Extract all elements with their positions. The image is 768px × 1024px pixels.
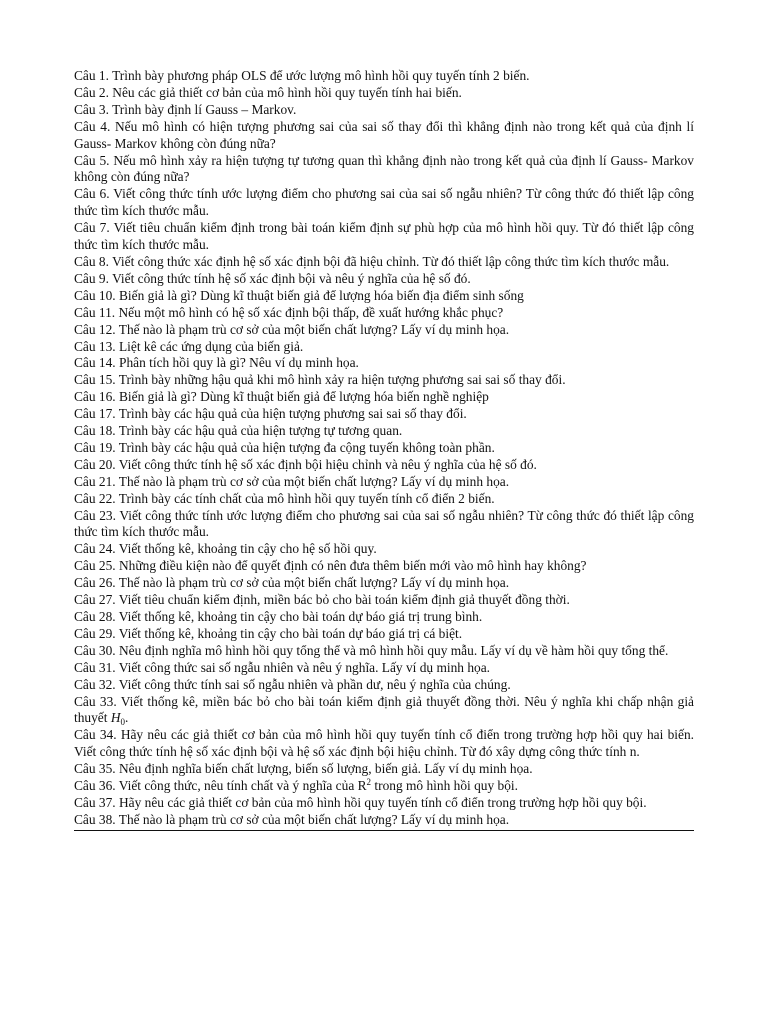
question-26: Câu 26. Thế nào là phạm trù cơ sở của một biến chất lượng? Lấy ví dụ minh họa. <box>74 575 510 591</box>
question-27: Câu 27. Viết tiêu chuẩn kiểm định, miền bác bỏ cho bài toán kiểm định giả thuyết đồng thời. <box>74 592 570 608</box>
question-5: Câu 5. Nếu mô hình xảy ra hiện tượng tự tương quan thì khẳng định nào trong kết quả của định lí Gauss- Markov không còn đúng nữa? <box>74 152 694 185</box>
hypothesis-symbol: H <box>110 710 121 726</box>
question-18: Câu 18. Trình bày các hậu quả của hiện tượng tự tương quan. <box>74 423 403 439</box>
r-squared-exponent: 2 <box>366 777 372 788</box>
question-4: Câu 4. Nếu mô hình có hiện tượng phương sai của sai số thay đổi thì khẳng định nào trong kết quả của định lí Gauss- Markov không còn đúng nữa? <box>74 118 694 151</box>
question-6: Câu 6. Viết công thức tính ước lượng điểm cho phương sai của sai số ngẫu nhiên? Từ công thức đó thiết lập công thức tìm kích thước mẫu. <box>74 186 694 219</box>
question-23: Câu 23. Viết công thức tính ước lượng điểm cho phương sai của sai số ngẫu nhiên? Từ công thức đó thiết lập công thức tìm kích thước mẫu. <box>74 507 694 540</box>
question-10: Câu 10. Biến giả là gì? Dùng kĩ thuật biến giả để lượng hóa biến địa điểm sinh sống <box>74 287 524 303</box>
question-15: Câu 15. Trình bày những hậu quả khi mô hình xảy ra hiện tượng phương sai sai số thay đổi. <box>74 372 566 388</box>
question-38: Câu 38. Thế nào là phạm trù cơ sở của một biến chất lượng? Lấy ví dụ minh họa. <box>74 811 510 827</box>
question-14: Câu 14. Phân tích hồi quy là gì? Nêu ví dụ minh họa. <box>74 355 359 371</box>
question-33-text: Câu 33. Viết thống kê, miền bác bỏ cho bài toán kiểm định giả thuyết đồng thời. Nêu ý nghĩa khi chấp nhận giả thuyết <box>74 693 694 726</box>
question-37: Câu 37. Hãy nêu các giả thiết cơ bản của mô hình hồi quy tuyến tính cổ điển trong trường hợp hồi quy bội. <box>74 794 647 810</box>
question-3: Câu 3. Trình bày định lí Gauss – Markov. <box>74 101 297 117</box>
question-35: Câu 35. Nêu định nghĩa biến chất lượng, biến số lượng, biến giả. Lấy ví dụ minh họa. <box>74 761 533 777</box>
question-20: Câu 20. Viết công thức tính hệ số xác định bội hiệu chỉnh và nêu ý nghĩa của hệ số đó. <box>74 456 537 472</box>
question-1: Câu 1. Trình bày phương pháp OLS để ước lượng mô hình hồi quy tuyến tính 2 biến. <box>74 68 530 83</box>
question-21: Câu 21. Thế nào là phạm trù cơ sở của một biến chất lượng? Lấy ví dụ minh họa. <box>74 473 510 489</box>
question-17: Câu 17. Trình bày các hậu quả của hiện tượng phương sai sai số thay đổi. <box>74 406 467 422</box>
question-12: Câu 12. Thế nào là phạm trù cơ sở của một biến chất lượng? Lấy ví dụ minh họa. <box>74 321 510 337</box>
question-22: Câu 22. Trình bày các tính chất của mô hình hồi quy tuyến tính cổ điển 2 biến. <box>74 490 495 506</box>
question-28: Câu 28. Viết thống kê, khoảng tin cậy cho bài toán dự báo giá trị trung bình. <box>74 609 483 624</box>
question-32: Câu 32. Viết công thức tính sai số ngẫu nhiên và phần dư, nêu ý nghĩa của chúng. <box>74 676 511 692</box>
question-34: Câu 34. Hãy nêu các giả thiết cơ bản của mô hình hồi quy tuyến tính cổ điển trong trường hợp hồi quy hai biến. Viết công thức tính hệ số xác định bội và hệ số xác định bội hiệu chỉnh. Từ đó xây dựng công thức tính n. <box>74 727 694 760</box>
question-9: Câu 9. Viết công thức tính hệ số xác định bội và nêu ý nghĩa của hệ số đó. <box>74 270 471 286</box>
question-25: Câu 25. Những điều kiện nào để quyết định có nên đưa thêm biến mới vào mô hình hay không? <box>74 558 587 574</box>
question-13: Câu 13. Liệt kê các ứng dụng của biến giả. <box>74 338 304 354</box>
question-24: Câu 24. Viết thống kê, khoảng tin cậy cho hệ số hồi quy. <box>74 541 377 557</box>
hypothesis-subscript: 0 <box>120 717 125 728</box>
question-29: Câu 29. Viết thống kê, khoảng tin cậy cho bài toán dự báo giá trị cá biệt. <box>74 625 463 641</box>
question-group <box>74 68 694 694</box>
question-19: Câu 19. Trình bày các hậu quả của hiện tượng đa cộng tuyến không toàn phần. <box>74 439 495 455</box>
question-11: Câu 11. Nếu một mô hình có hệ số xác định bội thấp, đề xuất hướng khắc phục? <box>74 304 504 320</box>
question-33: Câu 33. Viết thống kê, miền bác bỏ cho bài toán kiểm định giả thuyết đồng thời. Nêu ý nghĩa khi chấp nhận giả thuyết $H_0$. <box>74 693 694 728</box>
question-list <box>74 68 694 831</box>
question-2: Câu 2. Nêu các giả thiết cơ bản của mô hình hồi quy tuyến tính hai biến. <box>74 84 462 100</box>
bottom-rule <box>74 830 694 831</box>
question-7: Câu 7. Viết tiêu chuẩn kiểm định trong bài toán kiểm định sự phù hợp của mô hình hồi quy. Từ đó thiết lập công thức tìm kích thước mẫu. <box>74 220 694 253</box>
question-8: Câu 8. Viết công thức xác định hệ số xác định bội đã hiệu chỉnh. Từ đó thiết lập công thức tìm kích thước mẫu. <box>74 253 670 269</box>
question-16: Câu 16. Biến giả là gì? Dùng kĩ thuật biến giả để lượng hóa biến nghề nghiệp <box>74 389 489 405</box>
question-36: Câu 36. Viết công thức, nêu tính chất và ý nghĩa của $R^2$ trong mô hình hồi quy bội. <box>74 777 518 794</box>
question-31: Câu 31. Viết công thức sai số ngẫu nhiên và nêu ý nghĩa. Lấy ví dụ minh họa. <box>74 659 491 675</box>
question-30: Câu 30. Nêu định nghĩa mô hình hồi quy tổng thể và mô hình hồi quy mẫu. Lấy ví dụ về hàm hồi quy tổng thể. <box>74 642 669 658</box>
